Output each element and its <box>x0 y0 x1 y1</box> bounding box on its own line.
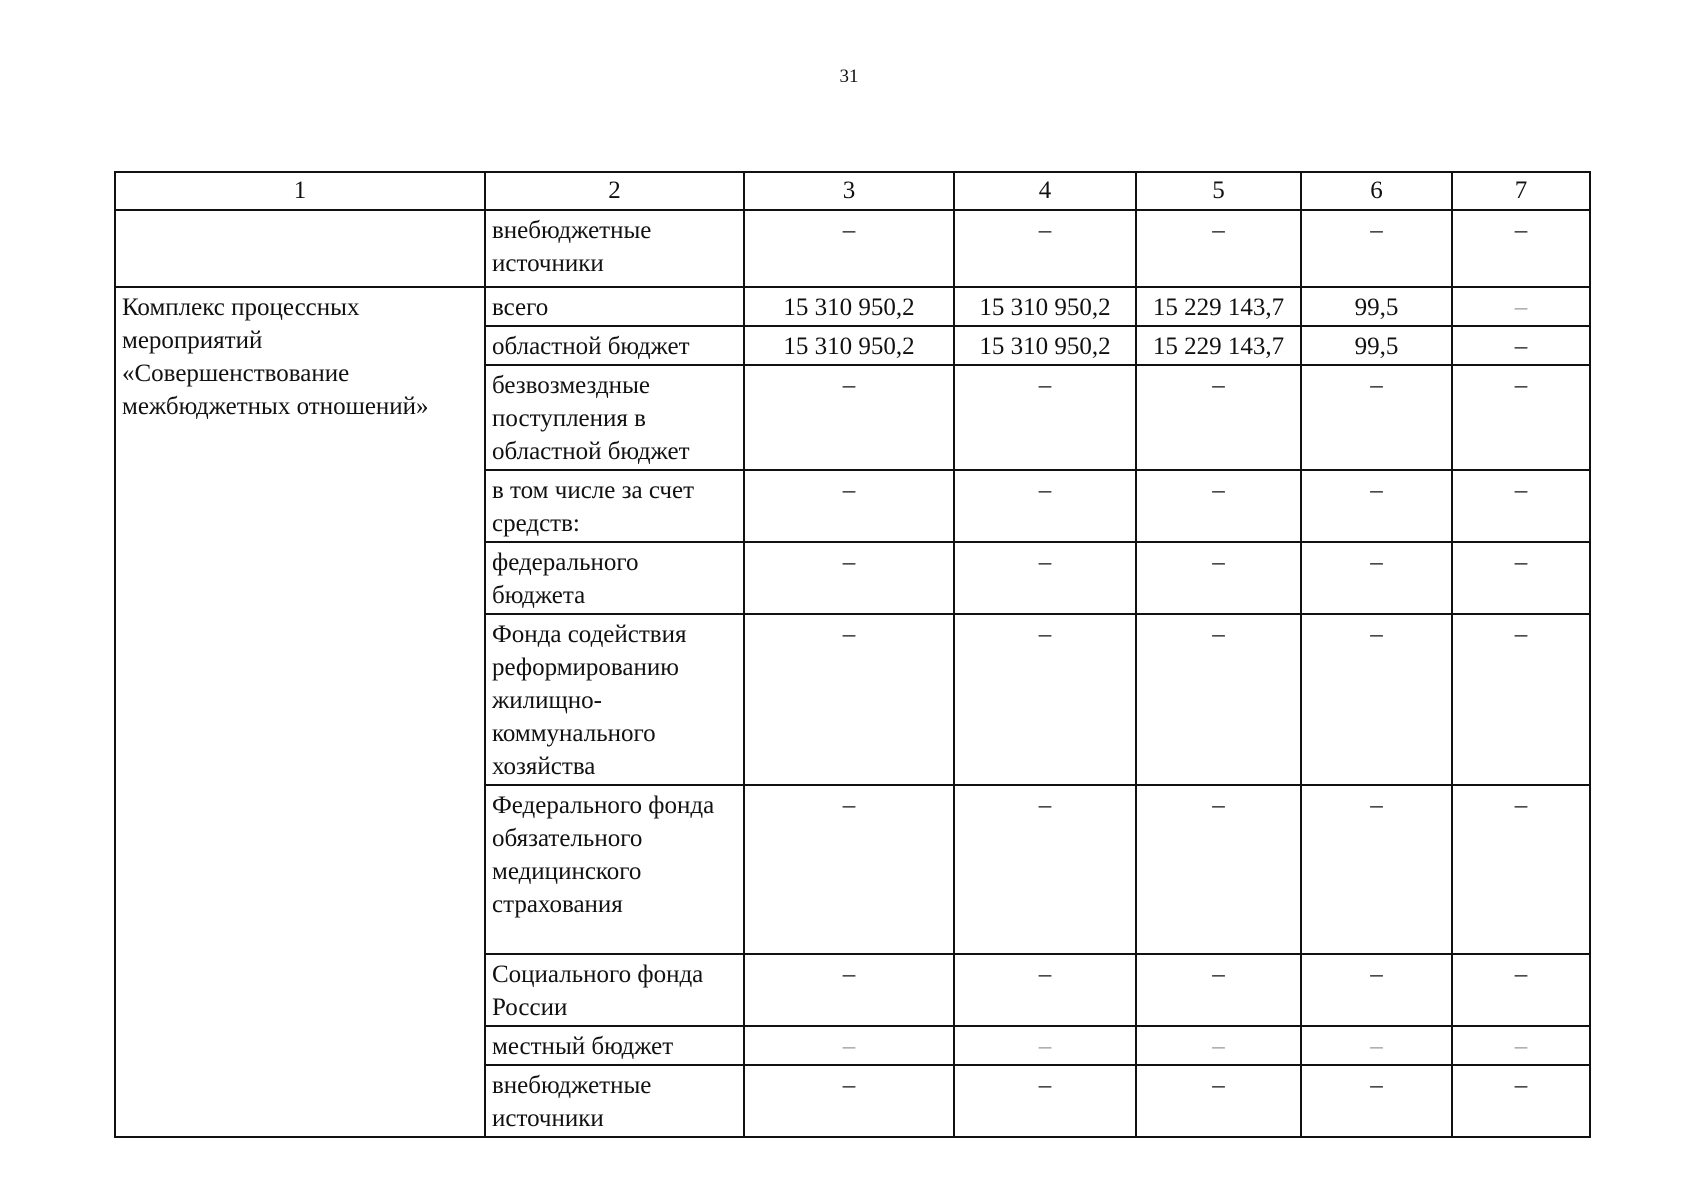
column-number: 4 <box>954 172 1136 210</box>
table-cell: – <box>1136 954 1301 1026</box>
table-cell: – <box>954 614 1136 785</box>
table-cell: – <box>1301 954 1452 1026</box>
table-cell: 15 229 143,7 <box>1136 287 1301 326</box>
funding-source-label: в том числе за счет средств: <box>485 470 744 542</box>
column-number: 5 <box>1136 172 1301 210</box>
table-cell: 15 310 950,2 <box>954 287 1136 326</box>
funding-source-label: внебюджетные источники <box>485 210 744 287</box>
table-cell: – <box>954 1065 1136 1137</box>
table-cell: – <box>1301 210 1452 287</box>
table-cell: 99,5 <box>1301 287 1452 326</box>
table-cell: – <box>1301 1026 1452 1065</box>
table-cell: – <box>1452 1065 1590 1137</box>
table-cell: – <box>744 1026 954 1065</box>
column-number: 2 <box>485 172 744 210</box>
table-cell: – <box>1452 542 1590 614</box>
table-cell: – <box>954 954 1136 1026</box>
table-cell: – <box>954 1026 1136 1065</box>
table-cell: – <box>1452 1026 1590 1065</box>
table-cell: 15 310 950,2 <box>744 287 954 326</box>
table-cell: – <box>1301 470 1452 542</box>
table-cell: – <box>1452 470 1590 542</box>
funding-source-label: всего <box>485 287 744 326</box>
table-cell: – <box>1301 365 1452 470</box>
table-cell: – <box>1136 542 1301 614</box>
table-cell: – <box>744 614 954 785</box>
funding-source-label: внебюджетные источники <box>485 1065 744 1137</box>
table-cell: – <box>1452 210 1590 287</box>
table-cell: – <box>1301 785 1452 954</box>
program-title: Комплекс процессных мероприятий «Совершенствование межбюджетных отношений» <box>115 287 485 1137</box>
table-cell: – <box>954 542 1136 614</box>
table-cell: – <box>954 785 1136 954</box>
table-cell: – <box>1136 785 1301 954</box>
table-cell: 15 229 143,7 <box>1136 326 1301 365</box>
funding-source-label: областной бюджет <box>485 326 744 365</box>
table-cell: – <box>1452 287 1590 326</box>
table-cell: – <box>1136 1026 1301 1065</box>
table-cell: – <box>1452 614 1590 785</box>
table-cell: – <box>744 470 954 542</box>
table-cell: – <box>1301 1065 1452 1137</box>
table-cell: – <box>744 954 954 1026</box>
table-cell: – <box>1136 614 1301 785</box>
table-cell: – <box>1452 365 1590 470</box>
column-number: 1 <box>115 172 485 210</box>
funding-source-label: Фонда содействия реформированию жилищно-коммунального хозяйства <box>485 614 744 785</box>
column-number: 7 <box>1452 172 1590 210</box>
table-cell: – <box>744 1065 954 1137</box>
funding-source-label: местный бюджет <box>485 1026 744 1065</box>
column-number: 6 <box>1301 172 1452 210</box>
table-cell: – <box>954 365 1136 470</box>
table-cell: – <box>744 542 954 614</box>
table-cell: – <box>1301 542 1452 614</box>
empty-cell <box>115 210 485 287</box>
table-cell: – <box>1136 1065 1301 1137</box>
table-cell: – <box>954 210 1136 287</box>
funding-source-label: безвозмездные поступления в областной бюджет <box>485 365 744 470</box>
table-cell: – <box>1452 326 1590 365</box>
table-cell: – <box>1136 365 1301 470</box>
table-cell: – <box>1452 785 1590 954</box>
table-cell: 99,5 <box>1301 326 1452 365</box>
table-cell: – <box>744 365 954 470</box>
table-cell: – <box>744 785 954 954</box>
column-number: 3 <box>744 172 954 210</box>
page-number: 31 <box>839 66 859 87</box>
funding-source-label: Федерального фонда обязательного медицинского страхования <box>485 785 744 954</box>
table-row <box>115 287 1590 326</box>
funding-source-label: федерального бюджета <box>485 542 744 614</box>
table-cell: 15 310 950,2 <box>744 326 954 365</box>
table-cell: – <box>1136 470 1301 542</box>
table-cell: – <box>1452 954 1590 1026</box>
table-cell: – <box>954 470 1136 542</box>
table-cell: – <box>1136 210 1301 287</box>
funding-source-label: Социального фонда России <box>485 954 744 1026</box>
budget-table <box>114 171 1591 1138</box>
column-number-row <box>115 172 1590 210</box>
table-cell: – <box>1301 614 1452 785</box>
table-cell: – <box>744 210 954 287</box>
table-row <box>115 210 1590 287</box>
table-cell: 15 310 950,2 <box>954 326 1136 365</box>
